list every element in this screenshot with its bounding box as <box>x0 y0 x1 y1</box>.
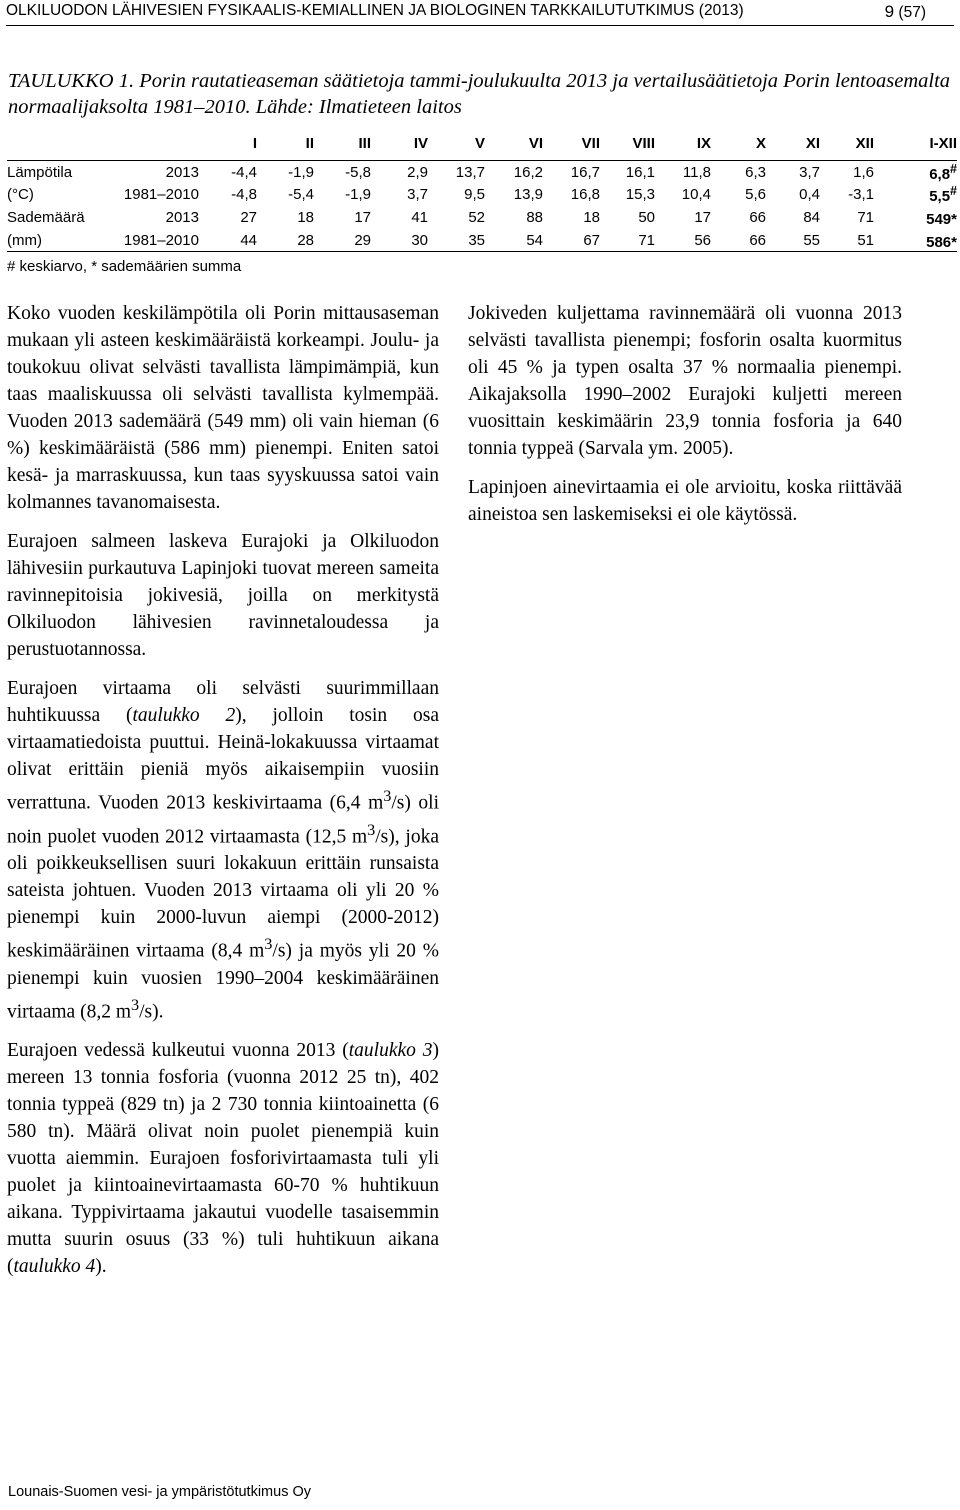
annual-total: 549* <box>926 210 957 228</box>
table-cell: 9,5 <box>464 186 485 204</box>
row-period: 2013 <box>165 208 199 226</box>
table-footnote: # keskiarvo, * sademäärien summa <box>7 257 242 275</box>
right-column <box>468 300 902 540</box>
table-cell: 30 <box>371 229 428 252</box>
col-header: II <box>257 126 314 161</box>
table-cell: 88 <box>526 208 543 226</box>
table-cell: 16,1 <box>625 163 655 181</box>
table-cell: 71 <box>857 208 874 226</box>
paragraph: Eurajoen salmeen laskeva Eurajoki ja Olkiluodon lähivesiin purkautuva Lapinjoki tuovat mereen sameita ravinnepitoisia jokivesiä, joilla on merkitystä Olkiluodon lähivesien ravinnetaloudessa ja perustuotannossa. <box>7 531 439 660</box>
table-cell: 27 <box>240 208 257 226</box>
table-cell: 10,4 <box>681 186 711 204</box>
table-cell: 50 <box>638 208 655 226</box>
row-period: 1981–2010 <box>99 229 199 252</box>
col-header: IX <box>655 126 711 161</box>
table-cell: 3,7 <box>799 163 820 181</box>
table-row <box>7 184 957 207</box>
table-cell: -5,8 <box>345 163 371 181</box>
table-cell: 13,9 <box>513 186 543 204</box>
table-cell: 18 <box>297 208 314 226</box>
col-header: XII <box>820 126 874 161</box>
col-header: I-XII <box>874 126 957 161</box>
table-cell: -4,4 <box>231 163 257 181</box>
col-header: V <box>428 126 485 161</box>
table-cell: -1,9 <box>288 163 314 181</box>
table-cell: 1,6 <box>853 163 874 181</box>
col-header: VI <box>485 126 543 161</box>
paragraph: Jokiveden kuljettama ravinnemäärä oli vuonna 2013 selvästi tavallista pienempi; fosforin osalta kuormitus oli 45 % ja typen osalta 37 % normaalia pienempi. Aikajaksolla 1990–2002 Eurajoki kuljetti mereen vuosittain keskimäärin 23,9 tonnia fosforia ja 640 tonnia typpeä (Sarvala ym. 2005). <box>468 303 902 459</box>
table-cell: 0,4 <box>799 186 820 204</box>
table-cell: 16,2 <box>513 163 543 181</box>
annual-total: 5,5# <box>929 184 957 206</box>
table-cell: 28 <box>257 229 314 252</box>
annual-total: 586* <box>874 229 957 252</box>
row-label: (°C) <box>7 186 34 204</box>
table-cell: 16,7 <box>570 163 600 181</box>
table-cell: 15,3 <box>625 186 655 204</box>
table-row <box>7 229 957 252</box>
table-cell: 71 <box>600 229 655 252</box>
annual-total: 6,8# <box>929 161 957 183</box>
table-cell: 11,8 <box>682 163 711 181</box>
col-header: III <box>314 126 371 161</box>
table-cell: -1,9 <box>345 186 371 204</box>
row-label: Sademäärä <box>7 208 85 226</box>
left-column <box>7 300 439 1292</box>
header-divider <box>6 25 954 26</box>
table-caption: TAULUKKO 1. Porin rautatieaseman säätietoja tammi-joulukuulta 2013 ja vertailusäätietoja Porin lentoasemalta normaalijaksolta 1981–2010. Lähde: Ilmatieteen laitos <box>8 70 951 118</box>
load-paragraph: Eurajoen vedessä kulkeutui vuonna 2013 (taulukko 3) mereen 13 tonnia fosforia (vuonna 2012 25 tn), 402 tonnia typpeä (829 tn) ja 2 730 tonnia kiintoainetta (6 580 tn). Määrä olivat noin puolet pienempiä kuin vuotta aiemmin. Eurajoen fosforivirtaamasta tuli yli puolet ja kiintoainevirtaamasta 60-70 % huhtikuun aikana. Typpivirtaama jakautui vuodelle tasaisemmin mutta suurin osuus (33 %) tuli huhtikuun aikana (taulukko 4). <box>7 1040 439 1277</box>
table-cell: 6,3 <box>745 163 766 181</box>
table-cell: 17 <box>694 208 711 226</box>
col-header: I <box>199 126 257 161</box>
flow-paragraph: Eurajoen virtaama oli selvästi suurimmillaan huhtikuussa (taulukko 2), jolloin tosin osa virtaamatiedoista puuttui. Heinä-lokakuussa virtaamat olivat erittäin pieniä myös aikaisempiin vuosiin verrattuna. Vuoden 2013 keskivirtaama (6,4 $m^3/s$) oli noin puolet vuoden 2012 virtaamasta (12,5 $m^3/s$), joka oli poikkeuksellisen suuri lokakuun erittäin runsaista sateista johtuen. Vuoden 2013 virtaama oli yli 20 % pienempi kuin 2000-luvun aiempi (2000-2012) keskimääräinen virtaama (8,4 $m^3/s$) ja myös yli 20 % pienempi kuin vuosien 1990–2004 keskimääräinen virtaama (8,2 $m^3/s$). <box>7 678 439 1022</box>
table-cell: 66 <box>749 208 766 226</box>
table-row <box>7 206 957 229</box>
table-cell: 13,7 <box>455 163 485 181</box>
table-cell: 35 <box>428 229 485 252</box>
paragraph: Koko vuoden keskilämpötila oli Porin mittausaseman mukaan yli asteen keskimääräistä korkeampi. Joulu- ja toukokuu olivat selvästi tavallista lämpimämpiä, kun taas maaliskuussa oli selvästi tavallista kylmempää. Vuoden 2013 sademäärä (549 mm) oli vain hieman (6 %) keskimääräistä (586 mm) pienempi. Eniten satoi kesä- ja marraskuussa, kun taas syyskuussa satoi vain kolmannes tavanomaisesta. <box>7 303 439 513</box>
paragraph: Lapinjoen ainevirtaamia ei ole arvioitu, koska riittävää aineistoa sen laskemiseksi ei ole käytössä. <box>468 477 902 525</box>
table-cell: 5,6 <box>745 186 766 204</box>
table-cell: 52 <box>468 208 485 226</box>
table-cell: 17 <box>354 208 371 226</box>
col-header: X <box>711 126 766 161</box>
row-label: (mm) <box>7 229 99 252</box>
table-cell: -4,8 <box>231 186 257 204</box>
table-cell: -5,4 <box>288 186 314 204</box>
table-header-row <box>7 126 957 161</box>
page-footer: Lounais-Suomen vesi- ja ympäristötutkimus Oy <box>8 1484 312 1500</box>
col-header: IV <box>371 126 428 161</box>
table-cell: 84 <box>803 208 820 226</box>
table-cell: 51 <box>820 229 874 252</box>
table-cell: 67 <box>543 229 600 252</box>
table-cell: 18 <box>583 208 600 226</box>
table-cell: 56 <box>655 229 711 252</box>
table-cell: 44 <box>199 229 257 252</box>
row-period: 1981–2010 <box>123 186 199 204</box>
row-period: 2013 <box>165 163 199 181</box>
table-cell: 66 <box>711 229 766 252</box>
report-title: OLKILUODON LÄHIVESIEN FYSIKAALIS-KEMIALLINEN JA BIOLOGINEN TARKKAILUTUTKIMUS (2013) <box>6 2 744 19</box>
page-indicator <box>885 2 926 22</box>
table-row <box>7 161 957 184</box>
col-header: XI <box>766 126 820 161</box>
table-cell: -3,1 <box>848 186 874 204</box>
table-cell: 41 <box>411 208 428 226</box>
table-cell: 2,9 <box>407 163 428 181</box>
weather-table <box>7 126 957 280</box>
table-cell: 55 <box>766 229 820 252</box>
col-header: VIII <box>600 126 655 161</box>
row-label: Lämpötila <box>7 163 73 181</box>
page-number: 9 <box>884 2 895 21</box>
table-cell: 54 <box>485 229 543 252</box>
table-cell: 29 <box>314 229 371 252</box>
table-footnote-row <box>7 252 957 281</box>
table-cell: 16,8 <box>570 186 600 204</box>
page-total: (57) <box>898 4 926 21</box>
col-header: VII <box>543 126 600 161</box>
table-cell: 3,7 <box>407 186 428 204</box>
